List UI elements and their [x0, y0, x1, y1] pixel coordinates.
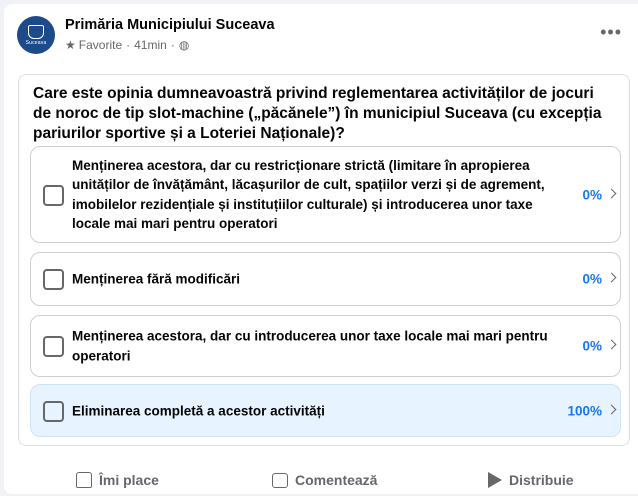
share-label: Distribuie: [509, 472, 574, 488]
post-card: [4, 4, 638, 494]
share-button[interactable]: [488, 472, 574, 488]
star-icon: ★: [65, 38, 76, 52]
share-icon: [488, 472, 502, 488]
poll-question: Care este opinia dumneavoastră privind reglementarea activităților de jocuri de noroc de tip slot-machine („păcănele”) în municipiul Suceava (cu excepția pariurilor sportive și a Loteriei Naționale)?: [33, 85, 602, 142]
more-options-icon[interactable]: •••: [600, 22, 622, 42]
like-label: Îmi place: [99, 472, 159, 488]
post-meta: [65, 38, 275, 52]
checkbox[interactable]: [43, 269, 64, 290]
chevron-right-icon: [607, 188, 617, 198]
globe-icon: ◍: [178, 38, 190, 52]
like-icon: [76, 472, 92, 488]
poll-option-label: Menținerea fără modificări: [72, 271, 241, 287]
poll-option-percent: 0%: [582, 187, 602, 202]
checkbox[interactable]: [43, 401, 64, 422]
chevron-right-icon: [607, 404, 617, 414]
comment-icon: [272, 473, 288, 488]
chevron-right-icon: [607, 273, 617, 283]
separator-dot: ·: [170, 38, 175, 52]
poll-option-label: Menținerea acestora, dar cu introducerea unor taxe locale mai mari pentru operatori: [72, 328, 548, 363]
separator-dot: ·: [126, 38, 131, 52]
crest-icon: [28, 25, 44, 39]
post-time[interactable]: 41min: [134, 38, 167, 52]
post-header: [17, 16, 275, 54]
avatar[interactable]: [17, 16, 55, 54]
poll-option-percent: 100%: [567, 403, 602, 418]
poll-option-percent: 0%: [582, 271, 602, 287]
checkbox[interactable]: [43, 336, 64, 357]
poll-option-percent: 0%: [582, 338, 602, 354]
comment-label: Comentează: [295, 472, 378, 488]
poll-option-label: Menținerea acestora, dar cu restricționare strictă (limitare în apropierea unităților de învățământ, lăcașurilor de cult, spațiilor verzi și de agrement, imobilelor rezidențiale și instituțiilor culturale) și introducerea unor taxe locale mai mari pentru operatori: [72, 157, 545, 231]
comment-button[interactable]: [272, 472, 377, 488]
poll-option-label: Eliminarea completă a acestor activități: [72, 402, 325, 418]
poll-option[interactable]: [30, 315, 621, 377]
checkbox[interactable]: [43, 185, 64, 206]
poll-container: [18, 74, 630, 446]
action-bar: [4, 466, 638, 496]
avatar-text: Suceava: [25, 39, 47, 46]
poll-option[interactable]: [30, 252, 621, 306]
favorite-label: Favorite: [78, 38, 123, 52]
like-button[interactable]: [76, 472, 159, 488]
poll-option[interactable]: [30, 384, 621, 437]
poll-option[interactable]: [30, 146, 621, 243]
chevron-right-icon: [607, 340, 617, 350]
page-name[interactable]: Primăria Municipiului Suceava: [65, 17, 275, 33]
